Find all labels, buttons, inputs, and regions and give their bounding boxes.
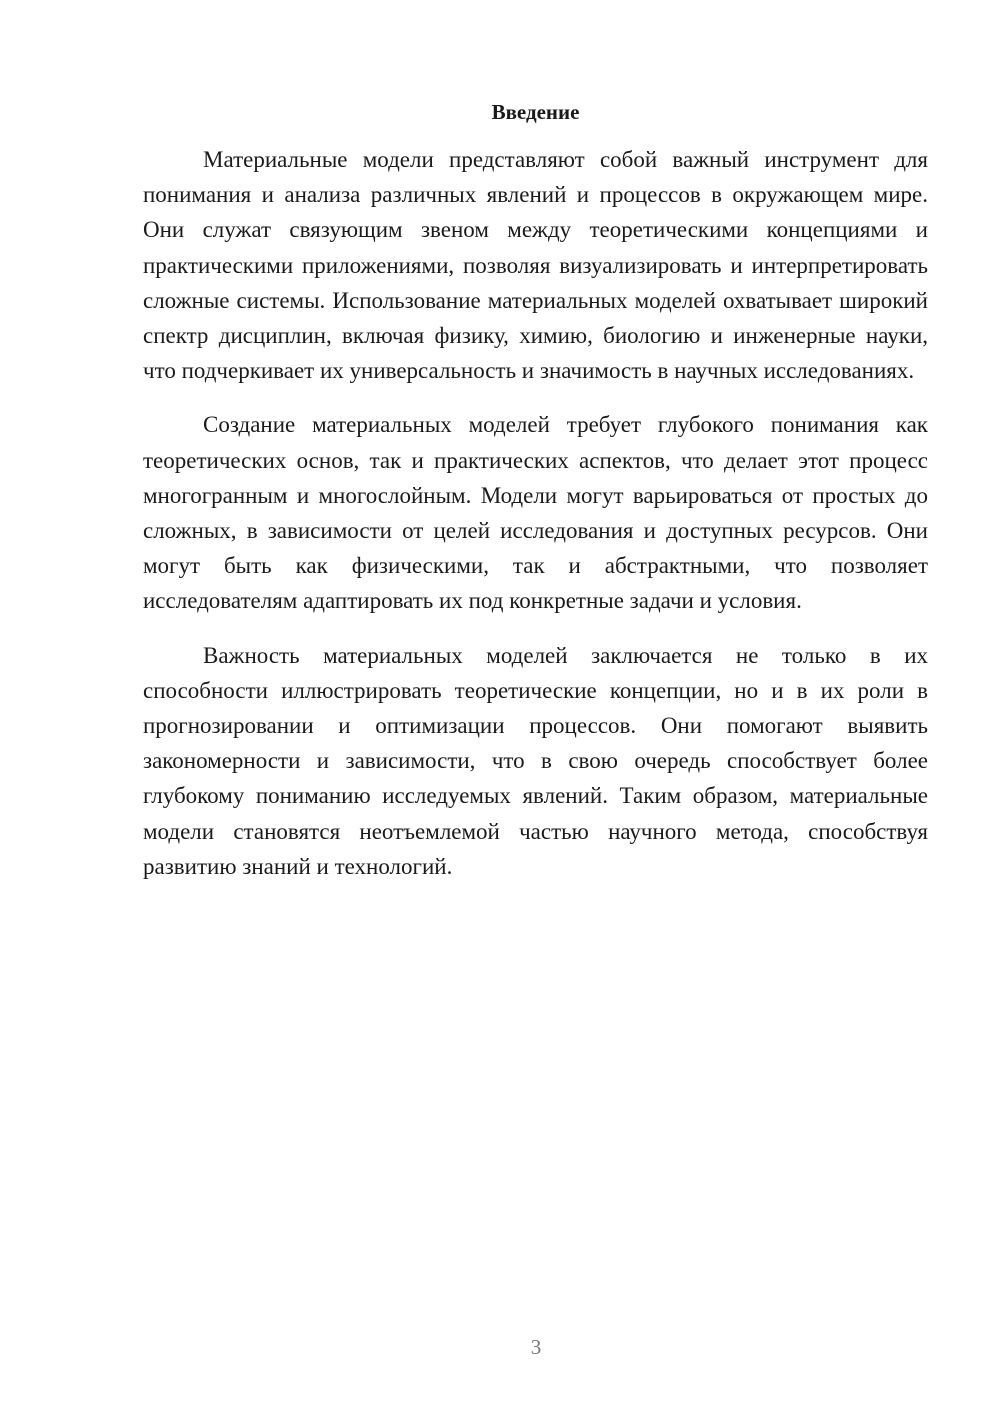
page-number: 3 bbox=[530, 1335, 542, 1359]
paragraph-2: Создание материальных моделей требует глубокого понимания как теоретических основ, так и практических аспектов, что делает этот процесс многогранным и многослойным. Модели могут варьироваться от простых до сложных, в зависимости от целей исследования и доступных ресурсов. Они могут быть как физическими, так и абстрактными, что позволяет исследователям адаптировать их под конкретные задачи и условия. bbox=[143, 412, 928, 614]
body-text bbox=[143, 142, 928, 903]
paragraph-1: Материальные модели представляют собой важный инструмент для понимания и анализа различных явлений и процессов в окружающем мире. Они служат связующим звеном между теоретическими концепциями и практическими приложениями, позволяя визуализировать и интерпретировать сложные системы. Использование материальных моделей охватывает широкий спектр дисциплин, включая физику, химию, биологию и инженерные науки, что подчеркивает их универсальность и значимость в научных исследованиях. bbox=[143, 147, 928, 384]
paragraph-3: Важность материальных моделей заключается не только в их способности иллюстрировать теоретические концепции, но и в их роли в прогнозировании и оптимизации процессов. Они помогают выявить закономерности и зависимости, что в свою очередь способствует более глубокому пониманию исследуемых явлений. Таким образом, материальные модели становятся неотъемлемой частью научного метода, способствуя развитию знаний и технологий. bbox=[143, 642, 928, 879]
section-heading: Введение bbox=[491, 100, 580, 124]
